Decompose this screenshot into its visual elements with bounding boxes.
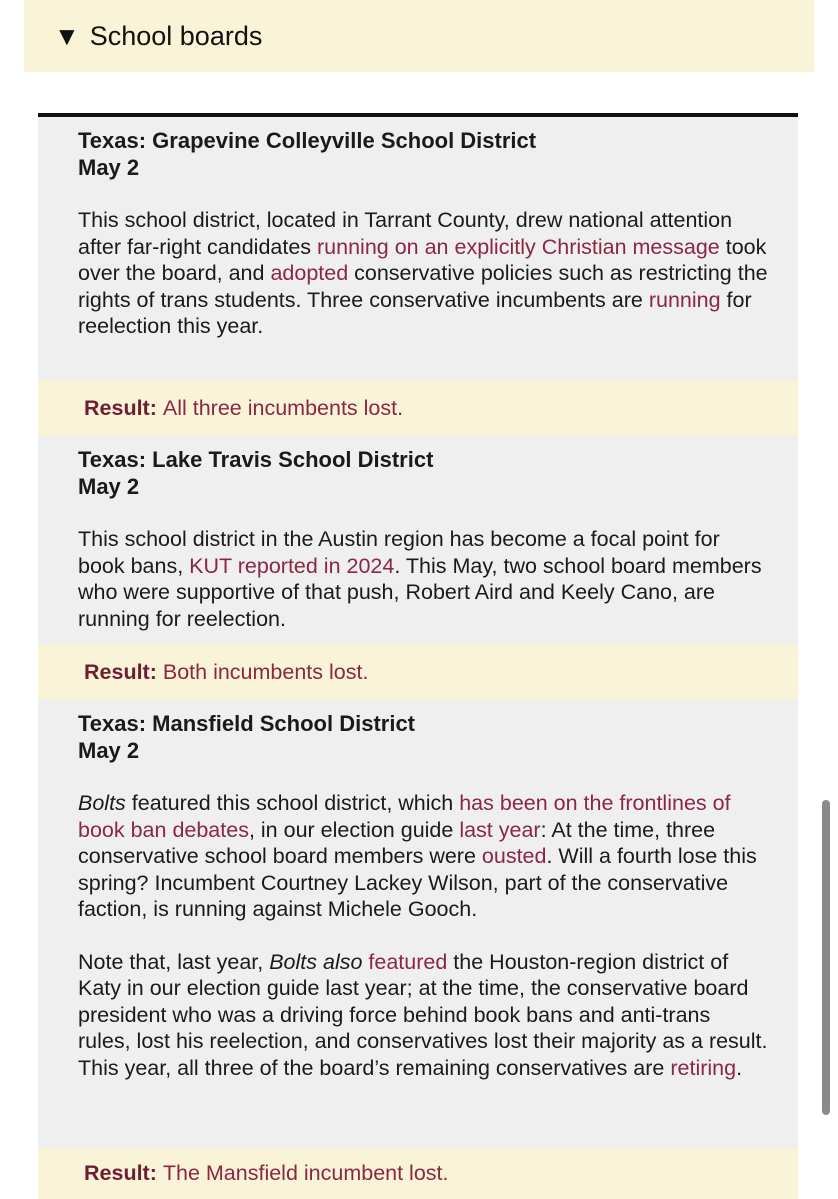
result-text: All three incumbents lost. bbox=[162, 395, 404, 420]
link-last-year[interactable]: last year bbox=[459, 817, 541, 842]
result-label: Result: bbox=[84, 395, 157, 420]
school-boards-toggle[interactable] bbox=[24, 0, 814, 72]
link-retiring[interactable]: retiring bbox=[670, 1055, 737, 1080]
result-bar bbox=[38, 644, 798, 700]
entry-description: Bolts featured this school district, which has been on the frontlines of book ban debates, in our election guide last year: At the time, three conservative school board members were ousted. Will a fourth lose this spring? Incumbent Courtney Lackey Wilson, part of the conservative faction, is running against Michele Gooch. bbox=[78, 791, 757, 921]
result-label: Result: bbox=[84, 1161, 157, 1185]
entry-lake-travis bbox=[78, 447, 768, 632]
entry-date: May 2 bbox=[78, 737, 140, 763]
panel-top-spacer bbox=[38, 88, 798, 113]
link-adopted[interactable]: adopted bbox=[270, 261, 349, 285]
school-boards-panel bbox=[38, 88, 798, 1199]
entry-description: This school district in the Austin region has become a focal point for book bans, KUT reported in 2024. This May, two school board members who were supportive of that push, Robert Aird and Keely Cano, are running for reelection. bbox=[78, 527, 762, 631]
result-bar bbox=[38, 1148, 798, 1199]
panel-top-rule bbox=[38, 113, 798, 117]
entry-description: This school district, located in Tarrant County, drew national attention after far-right candidates running on an explicitly Christian message took over the board, and adopted conservative policies such as restricting the rights of trans students. Three conservative incumbents are running for reelection this year. bbox=[78, 208, 768, 338]
result-label: Result: bbox=[84, 659, 157, 684]
entry-title: Texas: Grapevine Colleyville School District bbox=[78, 128, 537, 153]
entry-date: May 2 bbox=[78, 473, 140, 499]
link-frontlines[interactable]: has been on the frontlines of book ban debates bbox=[78, 791, 731, 842]
section-title: School boards bbox=[89, 20, 263, 51]
link-christian-message[interactable]: running on an explicitly Christian message bbox=[317, 234, 720, 259]
entry-title: Texas: Mansfield School District bbox=[78, 711, 416, 736]
entry-title: Texas: Lake Travis School District bbox=[78, 447, 434, 472]
result-bar bbox=[38, 380, 798, 436]
link-kut-reported[interactable]: KUT reported in 2024 bbox=[189, 553, 395, 578]
entry-date: May 2 bbox=[78, 154, 140, 180]
entry-grapevine bbox=[78, 128, 768, 340]
result-text: Both incumbents lost. bbox=[162, 659, 369, 684]
result-text: The Mansfield incumbent lost. bbox=[162, 1161, 449, 1185]
scrollbar-thumb[interactable] bbox=[822, 800, 830, 1115]
entry-mansfield bbox=[78, 711, 768, 1081]
triangle-down-icon: ▼ bbox=[54, 20, 80, 51]
link-featured[interactable]: featured bbox=[368, 949, 448, 974]
link-ousted[interactable]: ousted bbox=[481, 844, 547, 868]
entry-note: Note that, last year, Bolts also featured the Houston-region district of Katy in our election guide last year; at the time, the conservative board president who was a driving force behind book bans and anti-trans rules, lost his reelection, and conservatives lost their majority as a result. This year, all three of the board’s remaining conservatives are retiring. bbox=[78, 949, 768, 1080]
link-running[interactable]: running bbox=[648, 287, 721, 312]
